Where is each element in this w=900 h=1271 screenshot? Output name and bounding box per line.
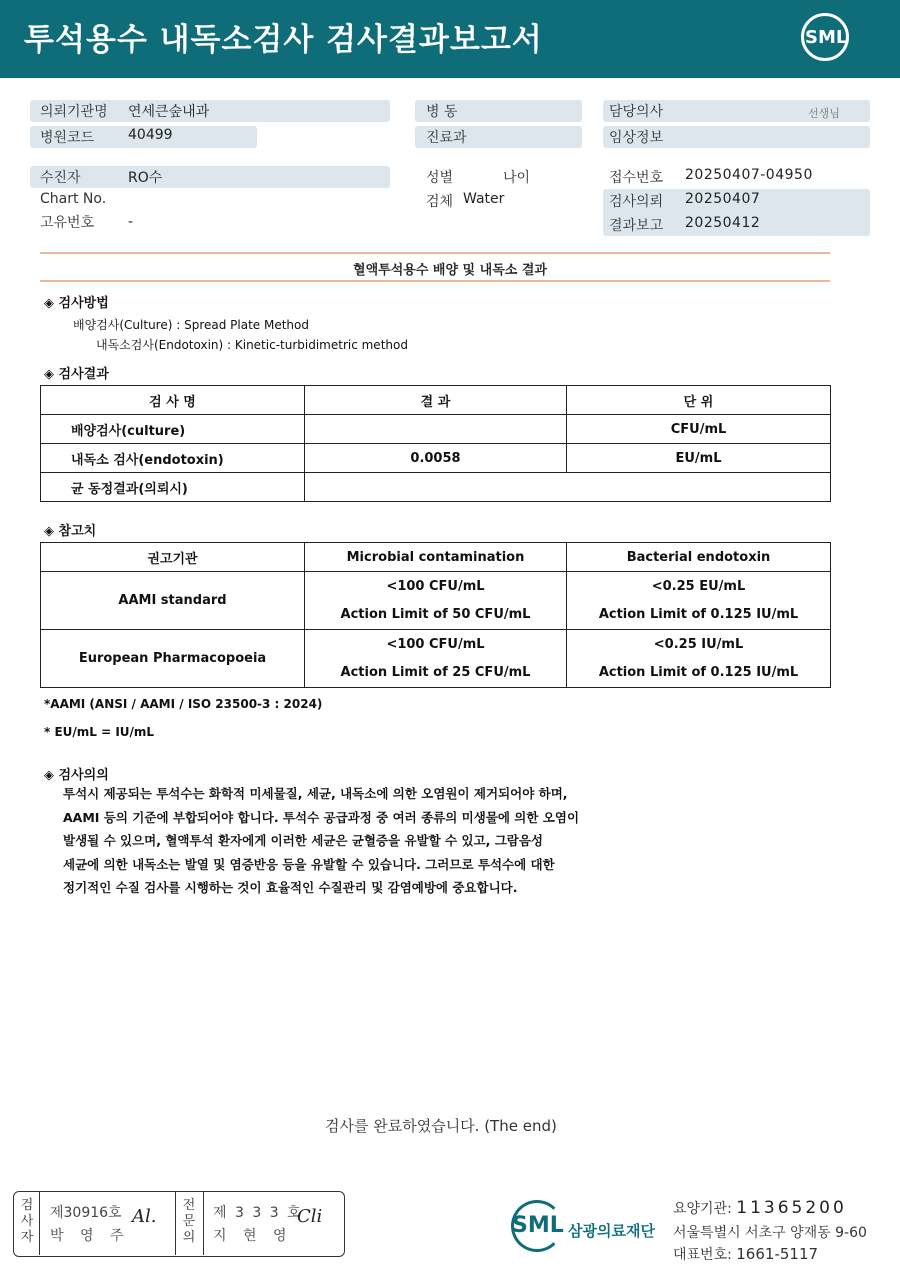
doctor-suffix: 선생님 [808, 107, 840, 120]
results-table [40, 385, 831, 502]
results-header-name: 검 사 명 [41, 386, 305, 415]
micro-limit-cell: Action Limit of 25 CFU/mL [305, 659, 567, 688]
hospital-value: 연세큰숲내과 [128, 104, 210, 120]
reference-heading: ◈ 참고치 [44, 524, 97, 539]
results-header-row [41, 386, 831, 415]
opinion-paragraph [63, 782, 703, 900]
divider-top [40, 252, 830, 254]
report-label: 결과보고 [609, 218, 664, 234]
institution-number: 11365200 [736, 1198, 847, 1218]
technician-label-char: 자 [20, 1230, 34, 1245]
institution-label: 요양기관: [673, 1201, 737, 1217]
reference-header-micro: Microbial contamination [305, 543, 567, 572]
patient-value: RO수 [128, 170, 163, 186]
technician-label-char: 사 [20, 1214, 34, 1229]
test-name-cell: 균 동정결과(의뢰시) [41, 473, 305, 502]
reference-header-endo: Bacterial endotoxin [567, 543, 831, 572]
doctor-label: 담당의사 [609, 104, 664, 120]
results-header-result: 결 과 [305, 386, 567, 415]
unit-cell: CFU/mL [567, 415, 831, 444]
patient-label: 수진자 [40, 170, 81, 186]
dept-label: 진료과 [426, 130, 467, 146]
method-culture: 배양검사(Culture) : Spread Plate Method [73, 318, 309, 332]
opinion-line: 투석시 제공되는 투석수는 화학적 미세물질, 세균, 내독소에 의한 오염원이 제거되어야 하며, [63, 786, 568, 801]
technician-signature-icon: Al. [132, 1206, 157, 1227]
patient-bar [30, 166, 390, 188]
specialist-label [178, 1198, 200, 1246]
endo-limit-cell: Action Limit of 0.125 IU/mL [567, 601, 831, 630]
header-logo-text: SML [805, 27, 848, 48]
table-row [41, 415, 831, 444]
chart-label: Chart No. [40, 191, 107, 207]
result-cell: 0.0058 [305, 444, 567, 473]
clinical-label: 임상정보 [609, 130, 664, 146]
reference-table [40, 542, 831, 688]
specialist-signature-icon: Cli [297, 1206, 323, 1227]
technician-license: 제30916호 [50, 1205, 122, 1221]
sex-label: 성별 [426, 170, 454, 186]
footer-phone [673, 1244, 818, 1264]
aami-note: *AAMI (ANSI / AAMI / ISO 23500-3 : 2024) [44, 697, 323, 711]
result-cell [305, 415, 567, 444]
report-header [0, 0, 900, 78]
opinion-line: 세균에 의한 내독소는 발열 및 염증반응 등을 유발할 수 있습니다. 그러므로 투석수에 대한 [63, 856, 555, 872]
ward-label: 병 동 [426, 104, 458, 120]
signature-divider [175, 1192, 176, 1255]
specimen-label: 검체 [426, 194, 454, 210]
divider-bottom [40, 280, 830, 282]
reference-header-org: 권고기관 [41, 543, 305, 572]
specimen-value: Water [463, 191, 505, 207]
section-title: 혈액투석용수 배양 및 내독소 결과 [353, 263, 547, 278]
receipt-label: 접수번호 [609, 170, 664, 186]
request-value: 20250407 [685, 191, 761, 207]
uid-label: 고유번호 [40, 215, 95, 231]
method-endotoxin: 내독소검사(Endotoxin) : Kinetic-turbidimetric method [96, 338, 408, 352]
result-cell [305, 473, 831, 502]
uid-value: - [128, 214, 134, 230]
table-row [41, 630, 831, 659]
footer-logo-text: SML [512, 1213, 564, 1238]
phone-label: 대표번호: [673, 1247, 737, 1263]
code-value: 40499 [128, 127, 173, 143]
request-label: 검사의뢰 [609, 194, 664, 210]
signature-divider [203, 1192, 204, 1255]
opinion-line: AAMI 등의 기준에 부합되어야 합니다. 투석수 공급과정 중 여러 종류의 미생물에 의한 오염이 [63, 809, 580, 825]
signature-box [13, 1191, 345, 1257]
micro-cell: <100 CFU/mL [305, 630, 567, 659]
unit-cell: EU/mL [567, 444, 831, 473]
phone-number: 1661-5117 [736, 1245, 819, 1263]
unit-note: * EU/mL = IU/mL [44, 725, 155, 739]
specialist-label-char: 전 [182, 1198, 196, 1213]
table-row [41, 572, 831, 601]
org-cell: European Pharmacopoeia [41, 630, 305, 688]
endo-cell: <0.25 IU/mL [567, 630, 831, 659]
footer-address: 서울특별시 서초구 양재동 9-60 [673, 1225, 867, 1241]
endo-limit-cell: Action Limit of 0.125 IU/mL [567, 659, 831, 688]
specialist-license: 제 3 3 3 호 [213, 1205, 303, 1221]
endo-cell: <0.25 EU/mL [567, 572, 831, 601]
technician-label-char: 검 [20, 1198, 34, 1213]
footer-org-name: 삼광의료재단 [568, 1222, 655, 1240]
opinion-line: 정기적인 수질 검사를 시행하는 것이 효율적인 수질관리 및 감염예방에 중요합니다. [63, 880, 518, 895]
table-row [41, 444, 831, 473]
receipt-value: 20250407-04950 [685, 167, 813, 183]
test-name-cell: 배양검사(culture) [41, 415, 305, 444]
results-header-unit: 단 위 [567, 386, 831, 415]
specialist-label-char: 의 [182, 1230, 196, 1245]
technician-label [16, 1198, 38, 1246]
footer-institution [673, 1198, 847, 1218]
specialist-name: 지 현 영 [213, 1228, 293, 1244]
hospital-label: 의뢰기관명 [40, 104, 108, 120]
code-label: 병원코드 [40, 130, 95, 146]
org-cell: AAMI standard [41, 572, 305, 630]
opinion-heading: ◈ 검사의의 [44, 768, 109, 783]
specialist-label-char: 문 [182, 1214, 196, 1229]
test-name-cell: 내독소 검사(endotoxin) [41, 444, 305, 473]
method-heading: ◈ 검사방법 [44, 296, 109, 311]
signature-divider [39, 1192, 40, 1255]
reference-header-row [41, 543, 831, 572]
table-row [41, 473, 831, 502]
micro-cell: <100 CFU/mL [305, 572, 567, 601]
report-value: 20250412 [685, 215, 761, 231]
micro-limit-cell: Action Limit of 50 CFU/mL [305, 601, 567, 630]
opinion-line: 발생될 수 있으며, 혈액투석 환자에게 이러한 세균은 균혈증을 유발할 수 있고, 그람음성 [63, 833, 543, 848]
results-heading: ◈ 검사결과 [44, 367, 109, 382]
age-label: 나이 [503, 170, 531, 186]
technician-name: 박 영 주 [50, 1228, 130, 1244]
end-text: 검사를 완료하였습니다. (The end) [325, 1117, 557, 1135]
report-title: 투석용수 내독소검사 검사결과보고서 [24, 22, 543, 58]
